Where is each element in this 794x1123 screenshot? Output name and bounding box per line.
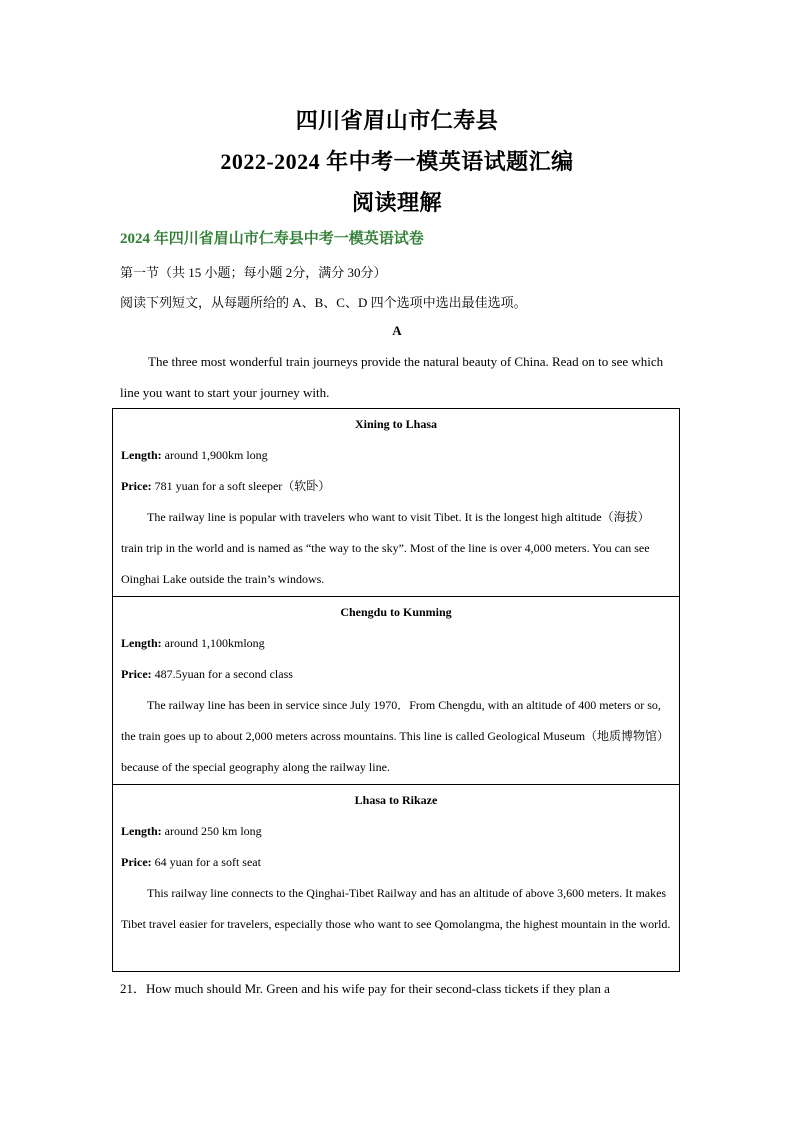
passage-label: A: [392, 323, 402, 338]
price-label: Price:: [121, 855, 152, 869]
length-value: around 1,900km long: [164, 448, 268, 462]
price-label: Price:: [121, 479, 152, 493]
route-price-row: [121, 659, 671, 690]
price-value: 64 yuan for a soft seat: [154, 855, 261, 869]
route-length-row: [121, 816, 671, 847]
doc-title-line1: 四川省眉山市仁寿县: [295, 108, 499, 133]
passage-intro: The three most wonderful train journeys provide the natural beauty of China. Read on to see which line you want to start your journey with.: [120, 354, 664, 400]
question-21: 21．How much should Mr. Green and his wife pay for their second-class tickets if they plan a: [120, 981, 610, 996]
route-description: The railway line is popular with travelers who want to visit Tibet. It is the longest high altitude（海拔）train trip in the world and is named as “the way to the sky”. Most of the line is over 4,000 meters. You can see Oinghai Lake outside the train’s windows.: [121, 510, 650, 586]
section-note: 第一节（共 15 小题；每小题 2分，满分 30分）: [120, 265, 387, 280]
route-cell: [113, 597, 679, 785]
routes-table: [112, 408, 680, 972]
route-cell: [113, 409, 679, 597]
route-price-row: [121, 847, 671, 878]
route-cell: [113, 785, 679, 971]
length-label: Length:: [121, 636, 162, 650]
route-name: Xining to Lhasa: [354, 417, 438, 431]
price-value: 487.5yuan for a second class: [154, 667, 293, 681]
price-value: 781 yuan for a soft sleeper（软卧）: [154, 479, 331, 493]
doc-title-line3: 阅读理解: [351, 190, 442, 215]
length-value: around 1,100kmlong: [164, 636, 265, 650]
exam-subtitle: 2024 年四川省眉山市仁寿县中考一模英语试卷: [120, 231, 424, 247]
route-length-row: [121, 628, 671, 659]
instruction-text: 阅读下列短文，从每题所给的 A、B、C、D 四个选项中选出最佳选项。: [120, 295, 527, 310]
route-description: The railway line has been in service since July 1970．From Chengdu, with an altitude of 400 meters or so, the train goes up to about 2,000 meters across mountains. This line is called Geological Museum（地质博物馆）because of the special geography along the railway line.: [121, 698, 670, 774]
price-label: Price:: [121, 667, 152, 681]
route-description: This railway line connects to the Qinghai-Tibet Railway and has an altitude of above 3,600 meters. It makes Tibet travel easier for travelers, especially those who want to see Qomolangma, the highest mountain in the world.: [121, 886, 671, 931]
route-name: Lhasa to Rikaze: [354, 793, 438, 807]
length-label: Length:: [121, 448, 162, 462]
route-length-row: [121, 440, 671, 471]
doc-title-line2: 2022-2024 年中考一模英语试题汇编: [220, 149, 574, 174]
route-name: Chengdu to Kunming: [340, 605, 452, 619]
route-price-row: [121, 471, 671, 502]
length-label: Length:: [121, 824, 162, 838]
length-value: around 250 km long: [164, 824, 262, 838]
